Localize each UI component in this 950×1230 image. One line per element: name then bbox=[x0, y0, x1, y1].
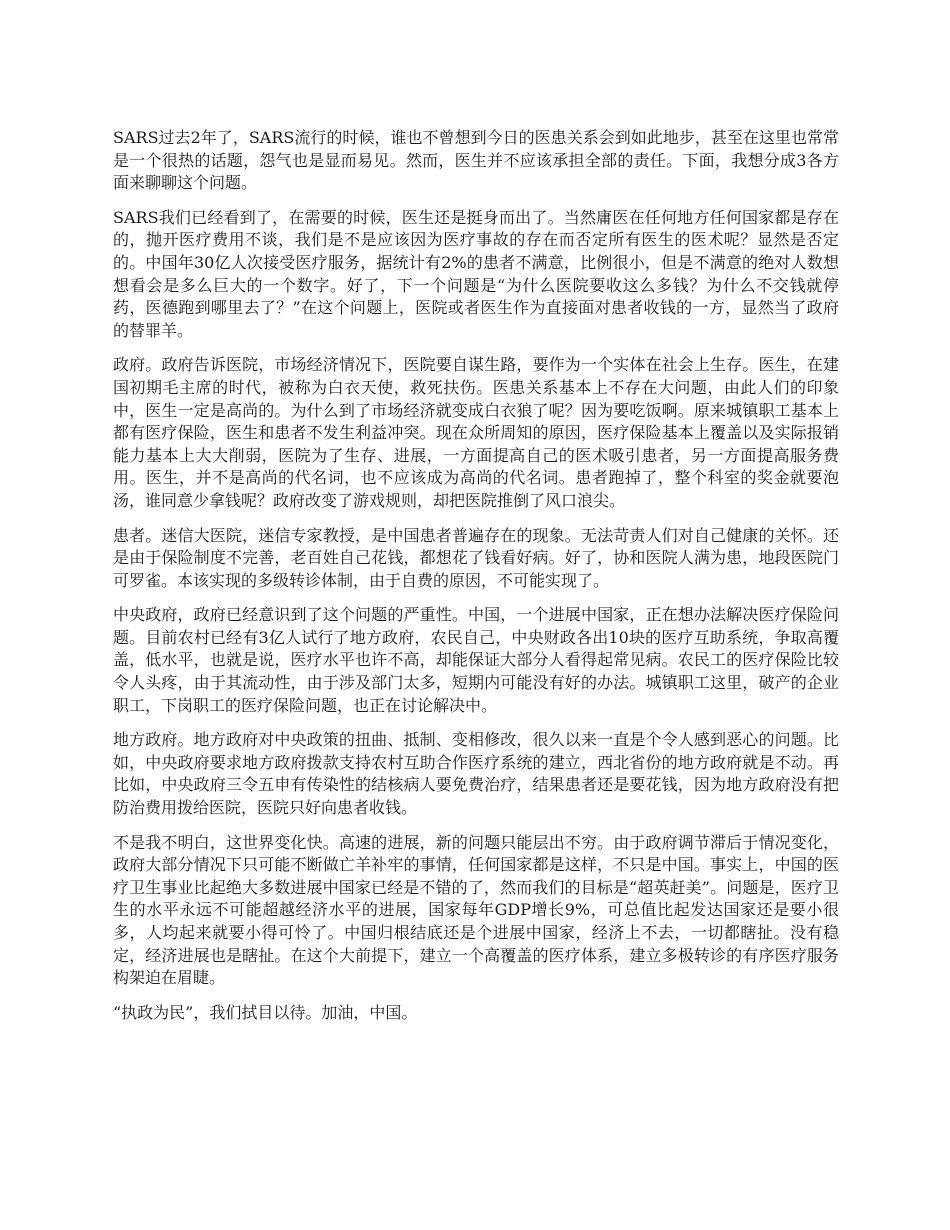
paragraph-3: 政府。政府告诉医院，市场经济情况下，医院要自谋生路，要作为一个实体在社会上生存。医生，在建国初期毛主席的时代，被称为白衣天使，救死扶伤。医患关系基本上不存在大问题，由此人们的印象中，医生一定是高尚的。为什么到了市场经济就变成白衣狼了呢？因为要吃饭啊。原来城镇职工基本上都有医疗保险，医生和患者不发生利益冲突。现在众所周知的原因，医疗保险基本上覆盖以及实际报销能力基本上大大削弱，医院为了生存、进展，一方面提高自己的医术吸引患者，另一方面提高服务费用。医生，并不是高尚的代名词，也不应该成为高尚的代名词。患者跑掉了，整个科室的奖金就要泡汤，谁同意少拿钱呢？政府改变了游戏规则，却把医院推倒了风口浪尖。 bbox=[113, 355, 839, 510]
paragraph-1: SARS过去2年了，SARS流行的时候，谁也不曾想到今日的医患关系会到如此地步，甚至在这里也常常是一个很热的话题，怨气也是显而易见。然而，医生并不应该承担全部的责任。下面，我想分成3各方面来聊聊这个问题。 bbox=[113, 128, 839, 193]
paragraph-7: 不是我不明白，这世界变化快。高速的进展，新的问题只能层出不穷。由于政府调节滞后于情况变化，政府大部分情况下只可能不断做亡羊补牢的事情，任何国家都是这样，不只是中国。事实上，中国的医疗卫生事业比起绝大多数进展中国家已经是不错的了，然而我们的目标是“超英赶美”。问题是，医疗卫生的水平永远不可能超越经济水平的进展，国家每年GDP增长9%，可总值比起发达国家还是要小很多，人均起来就要小得可怜了。中国归根结底还是个进展中国家，经济上不去，一切都瞎扯。没有稳定，经济进展也是瞎扯。在这个大前提下，建立一个高覆盖的医疗体系，建立多极转诊的有序医疗服务构架迫在眉睫。 bbox=[113, 832, 839, 988]
paragraph-4: 患者。迷信大医院，迷信专家教授，是中国患者普遍存在的现象。无法苛责人们对自己健康的关怀。还是由于保险制度不完善，老百姓自己花钱，都想花了钱看好病。好了，协和医院人满为患，地段医院门可罗雀。本该实现的多级转诊体制，由于自费的原因，不可能实现了。 bbox=[113, 525, 839, 590]
paragraph-8: “执政为民”，我们拭目以待。加油，中国。 bbox=[113, 1002, 418, 1022]
document-page bbox=[113, 127, 839, 1036]
paragraph-5: 中央政府，政府已经意识到了这个问题的严重性。中国，一个进展中国家，正在想办法解决医疗保险问题。目前农村已经有3亿人试行了地方政府，农民自己，中央财政各出10块的医疗互助系统，争取高覆盖，低水平，也就是说，医疗水平也许不高，却能保证大部分人看得起常见病。农民工的医疗保险比较令人头疼，由于其流动性，由于涉及部门太多，短期内可能没有好的办法。城镇职工这里，破产的企业职工，下岗职工的医疗保险问题，也正在讨论解决中。 bbox=[113, 605, 839, 715]
paragraph-6: 地方政府。地方政府对中央政策的扭曲、抵制、变相修改，很久以来一直是个令人感到恶心的问题。比如，中央政府要求地方政府拨款支持农村互助合作医疗系统的建立，西北省份的地方政府就是不动。再比如，中央政府三令五申有传染性的结核病人要免费治疗，结果患者还是要花钱，因为地方政府没有把防治费用拨给医院，医院只好向患者收钱。 bbox=[113, 730, 839, 818]
paragraph-2: SARS我们已经看到了，在需要的时候，医生还是挺身而出了。当然庸医在任何地方任何国家都是存在的，抛开医疗费用不谈，我们是不是应该因为医疗事故的存在而否定所有医生的医术呢？显然是否定的。中国年30亿人次接受医疗服务，据统计有2%的患者不满意，比例很小，但是不满意的绝对人数想想看会是多么巨大的一个数字。好了，下一个问题是“为什么医院要收这么多钱？为什么不交钱就停药，医德跑到哪里去了？”在这个问题上，医院或者医生作为直接面对患者收钱的一方，显然当了政府的替罪羊。 bbox=[113, 207, 839, 340]
